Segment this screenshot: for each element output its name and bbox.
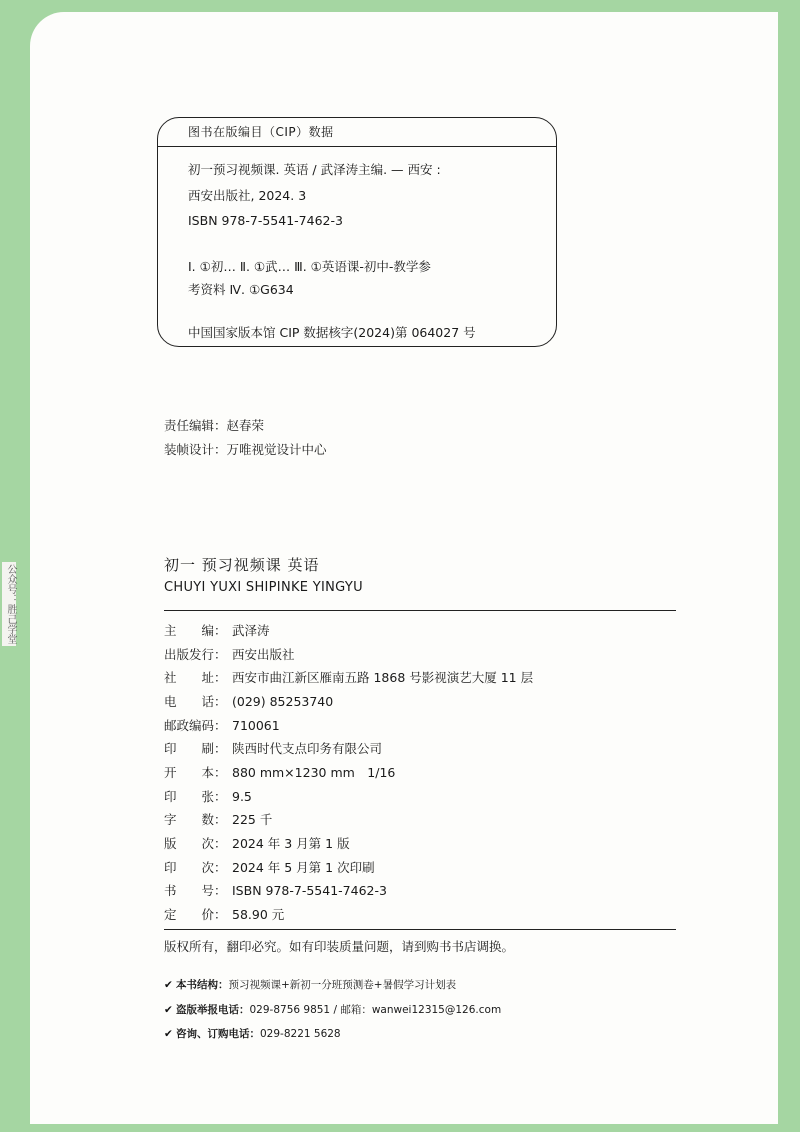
info-value: 陕西时代支点印务有限公司 [232, 741, 383, 756]
cip-title: 图书在版编目（CIP）数据 [188, 125, 334, 139]
cip-divider [158, 146, 556, 147]
info-label: 出版发行： [164, 647, 227, 662]
info-label: 社 址： [164, 670, 227, 685]
info-value: 710061 [232, 718, 280, 733]
bullet-structure [164, 977, 456, 992]
info-value: 225 千 [232, 812, 273, 827]
info-value: 西安出版社 [232, 647, 295, 662]
check-icon: ✔ [164, 1028, 173, 1040]
bullet-label: 本书结构： [176, 979, 229, 991]
bullet-piracy [164, 1002, 501, 1017]
info-value: 2024 年 5 月第 1 次印刷 [232, 860, 375, 875]
info-label: 印 张： [164, 789, 227, 804]
info-value: ISBN 978-7-5541-7462-3 [232, 883, 387, 898]
credit-design: 装帧设计：万唯视觉设计中心 [164, 442, 327, 457]
info-label: 字 数： [164, 812, 227, 827]
info-value: (029) 85253740 [232, 694, 334, 709]
cip-line: 中国国家版本馆 CIP 数据核字(2024)第 064027 号 [188, 325, 476, 340]
info-row-format [164, 763, 395, 781]
info-label: 书 号： [164, 883, 227, 898]
info-label: 印 次： [164, 860, 227, 875]
info-value: 2024 年 3 月第 1 版 [232, 836, 350, 851]
info-label: 主 编： [164, 623, 227, 638]
check-icon: ✔ [164, 1004, 173, 1016]
bullet-value: 029-8756 9851 / 邮箱：wanwei12315@126.com [249, 1004, 502, 1016]
info-row-wordcount [164, 810, 272, 828]
bullet-value: 029-8221 5628 [260, 1028, 341, 1040]
info-row-price [164, 905, 284, 923]
cip-line: 考资料 Ⅳ. ①G634 [188, 282, 294, 297]
bullet-value: 预习视频课+新初一分班预测卷+暑假学习计划表 [228, 979, 457, 991]
info-row-editor [164, 621, 270, 639]
info-label: 邮政编码： [164, 718, 227, 733]
cip-line: ISBN 978-7-5541-7462-3 [188, 213, 343, 228]
bullet-label: 盗版举报电话： [176, 1004, 250, 1016]
info-row-sheets [164, 787, 252, 805]
book-title-pinyin: CHUYI YUXI SHIPINKE YINGYU [164, 580, 363, 595]
info-value: 西安市曲江新区雁南五路 1868 号影视演艺大厦 11 层 [232, 670, 534, 685]
info-label: 版 次： [164, 836, 227, 851]
info-row-publisher [164, 645, 295, 663]
divider-bottom [164, 929, 676, 930]
info-label: 印 刷： [164, 741, 227, 756]
cip-line: 西安出版社, 2024. 3 [188, 188, 307, 203]
info-row-isbn [164, 881, 387, 899]
info-row-postcode [164, 716, 280, 734]
copyright-notice: 版权所有，翻印必究。如有印装质量问题，请到购书书店调换。 [164, 939, 515, 954]
info-value: 9.5 [232, 789, 252, 804]
info-row-printer [164, 739, 382, 757]
info-label: 开 本： [164, 765, 227, 780]
info-row-phone [164, 692, 333, 710]
info-label: 定 价： [164, 907, 227, 922]
info-value: 880 mm×1230 mm 1/16 [232, 765, 396, 780]
bullet-label: 咨询、订购电话： [176, 1028, 260, 1040]
book-title: 初一 预习视频课 英语 [164, 556, 320, 574]
check-icon: ✔ [164, 979, 173, 991]
info-row-address [164, 668, 533, 686]
info-row-printing [164, 858, 375, 876]
info-label: 电 话： [164, 694, 227, 709]
info-value: 58.90 元 [232, 907, 285, 922]
cip-box [157, 117, 557, 347]
credit-editor: 责任编辑：赵春荣 [164, 418, 265, 433]
divider-top [164, 610, 676, 611]
side-watermark: 公众号：胜己学堂 [2, 562, 16, 646]
bullet-contact [164, 1026, 341, 1041]
cip-line: 初一预习视频课. 英语 / 武泽涛主编. — 西安 : [188, 162, 441, 177]
cip-line: Ⅰ. ①初… Ⅱ. ①武… Ⅲ. ①英语课-初中-教学参 [188, 259, 431, 274]
info-row-edition [164, 834, 350, 852]
info-value: 武泽涛 [232, 623, 270, 638]
